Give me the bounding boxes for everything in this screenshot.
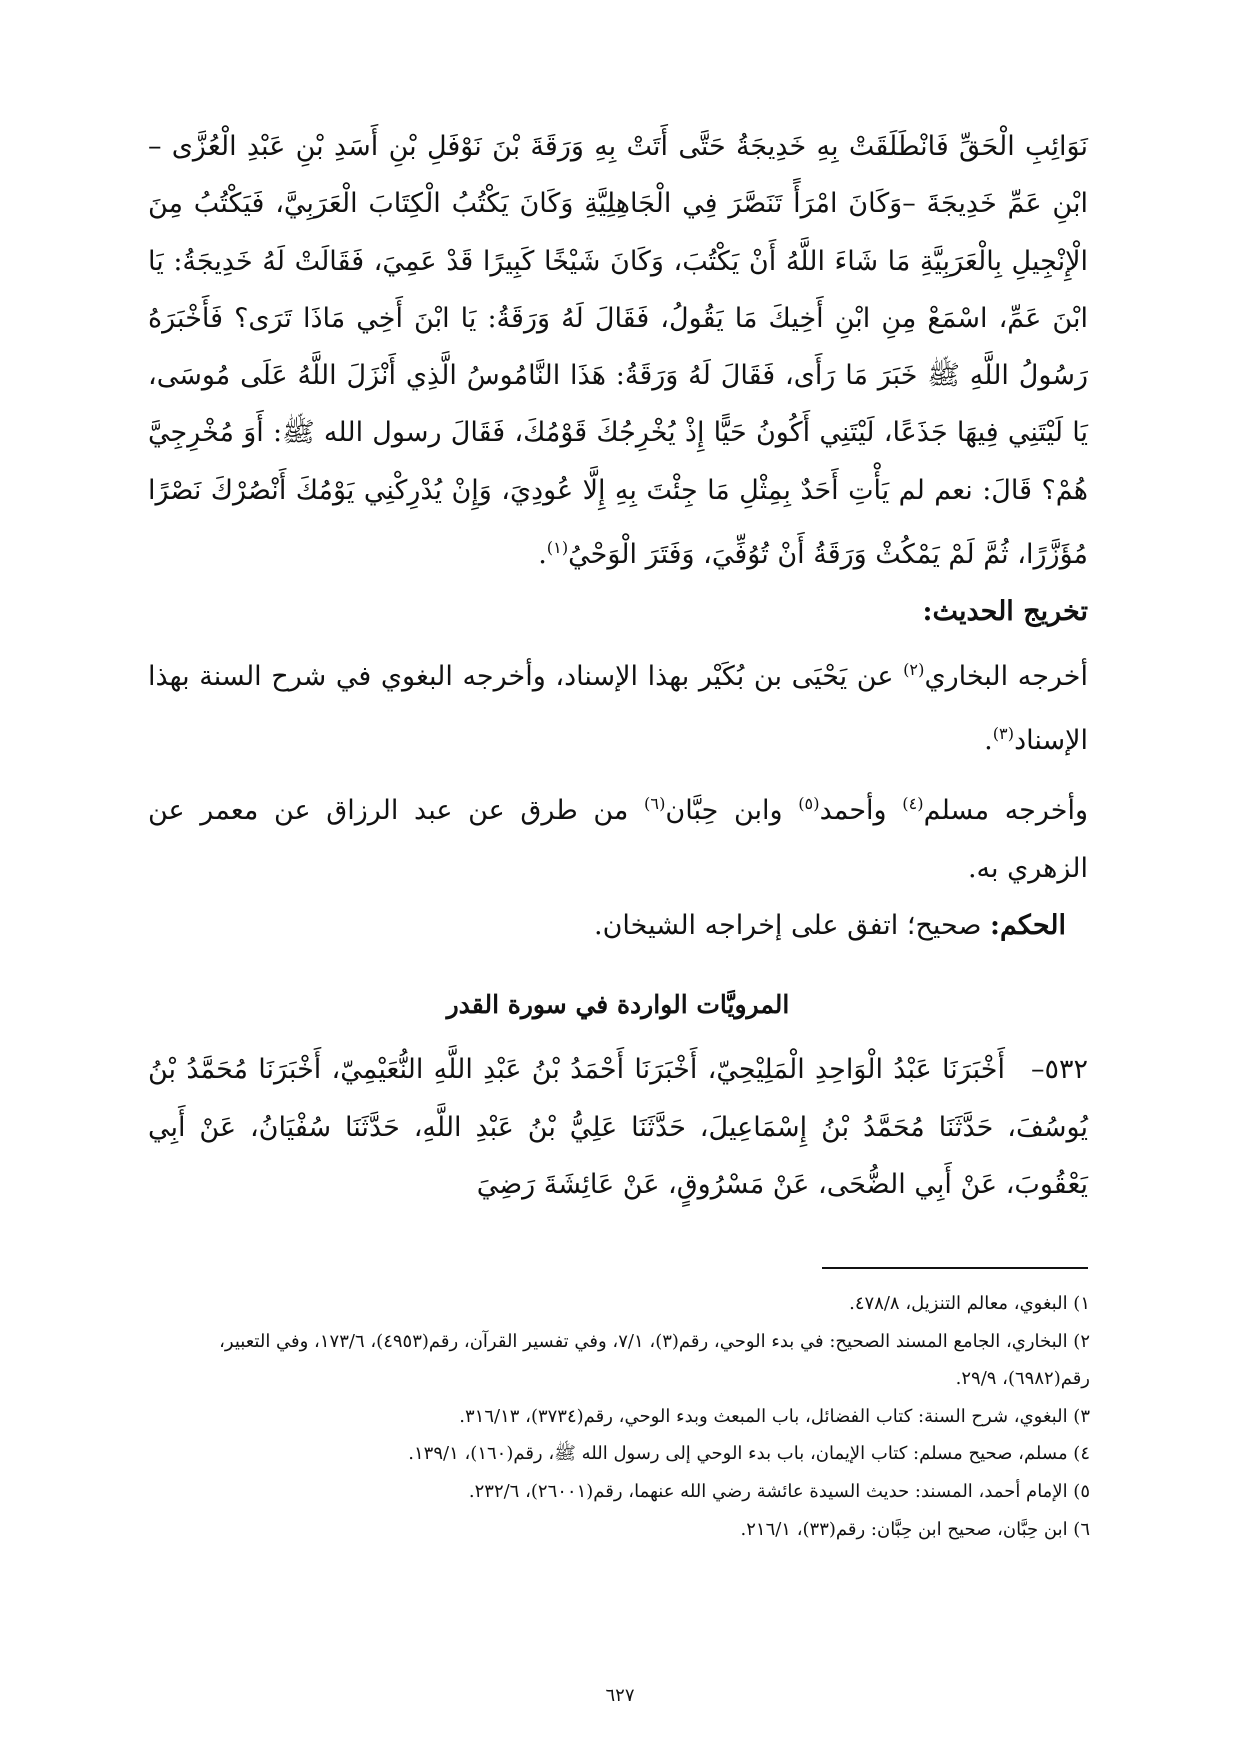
- main-text: [148, 118, 1088, 1213]
- footnote-2: ٢) البخاري، الجامع المسند الصحيح: في بدء الوحي، رقم(٣)، ٧/١، وفي تفسير القرآن، رقم(٤٩٥٣)، ١٧٣/٦، وفي التعبير، رقم(٦٩٨٢)، ٢٩/٩.: [219, 1330, 1090, 1390]
- takhrij-heading: تخريج الحديث:: [922, 596, 1088, 628]
- footnote-3: ٣) البغوي، شرح السنة: كتاب الفضائل، باب المبعث وبدء الوحي، رقم(٣٧٣٤)، ٣١٦/١٣.: [459, 1405, 1090, 1427]
- footnote-ref-5[interactable]: (٥): [798, 794, 820, 814]
- footnote-divider: [822, 1267, 1088, 1269]
- footnote-5: ٥) الإمام أحمد، المسند: حديث السيدة عائشة رضي الله عنهما، رقم(٢٦٠٠١)، ٢٣٢/٦.: [468, 1480, 1090, 1502]
- takhrij-paragraph-2: وأخرجه مسلم$^{(٤)}$ وأحمد$^{(٥)}$ وابن حِبَّان$^{(٦)}$ من طرق عن عبد الرزاق عن معمر عن الزهري به.: [148, 794, 1088, 884]
- section-title: المرويَّات الواردة في سورة القدر: [446, 990, 790, 1020]
- ruling-line: [148, 897, 1088, 954]
- footnote-ref-4[interactable]: (٤): [902, 794, 924, 814]
- hadith-532: [148, 1041, 1088, 1213]
- hadith-532-text: أَخْبَرَنَا عَبْدُ الْوَاحِدِ الْمَلِيْحِيّ، أَخْبَرَنَا أَحْمَدُ بْنُ عَبْدِ اللَّهِ النُّعَيْمِيّ، أَخْبَرَنَا مُحَمَّدُ بْنُ يُوسُفَ، حَدَّثَنَا مُحَمَّدُ بْنُ إِسْمَاعِيلَ، حَدَّثَنَا عَلِيُّ بْنُ عَبْدِ اللَّهِ، حَدَّثَنَا سُفْيَانُ، عَنْ أَبِي يَعْقُوبَ، عَنْ أَبِي الضُّحَى، عَنْ مَسْرُوقٍ، عَنْ عَائِشَةَ رَضِيَ: [148, 1054, 1088, 1201]
- footnote-1: ١) البغوي، معالم التنزيل، ٤٧٨/٨.: [849, 1293, 1090, 1314]
- footnote-4: ٤) مسلم، صحيح مسلم: كتاب الإيمان، باب بدء الوحي إلى رسول الله ﷺ، رقم(١٦٠)، ١٣٩/١.: [408, 1443, 1090, 1465]
- page-number: ٦٢٧: [605, 1685, 635, 1706]
- takhrij-paragraph-1: أخرجه البخاري$^{(٢)}$ عن يَحْيَى بن بُكَيْر بهذا الإسناد، وأخرجه البغوي في شرح السنة بهذا الإسناد$^{(٣)}$.: [148, 659, 1089, 756]
- ruling-label: الحكم:: [989, 909, 1066, 941]
- footnote-ref-6[interactable]: (٦): [644, 794, 666, 814]
- footnote-6: ٦) ابن حِبَّان، صحيح ابن حِبَّان: رقم(٣٣)، ٢١٦/١.: [740, 1518, 1090, 1540]
- ruling-text: صحيح؛ اتفق على إخراجه الشيخان.: [594, 909, 990, 941]
- footnote-ref-1[interactable]: (١): [546, 538, 569, 558]
- hadith-number: ٥٣٢–: [1030, 1054, 1088, 1086]
- footnote-ref-2[interactable]: (٢): [903, 659, 925, 679]
- footnotes: [150, 1285, 1090, 1548]
- footnote-ref-3[interactable]: (٣): [992, 723, 1015, 743]
- hadith-continuation: نَوَائِبِ الْحَقِّ فَانْطَلَقَتْ بِهِ خَدِيجَةُ حَتَّى أَتَتْ بِهِ وَرَقَةَ بْنَ نَوْفَلِ بْنِ أَسَدِ بْنِ عَبْدِ الْعُزَّى –ابْنِ عَمِّ خَدِيجَةَ –وَكَانَ امْرَأً تَنَصَّرَ فِي الْجَاهِلِيَّةِ وَكَانَ يَكْتُبُ الْكِتَابَ الْعَرَبِيَّ، فَيَكْتُبُ مِنَ الْإِنْجِيلِ بِالْعَرَبِيَّةِ مَا شَاءَ اللَّهُ أَنْ يَكْتُبَ، وَكَانَ شَيْخًا كَبِيرًا قَدْ عَمِيَ، فَقَالَتْ لَهُ خَدِيجَةُ: يَا ابْنَ عَمِّ، اسْمَعْ مِنِ ابْنِ أَخِيكَ مَا يَقُولُ، فَقَالَ لَهُ وَرَقَةُ: يَا ابْنَ أَخِي مَاذَا تَرَى؟ فَأَخْبَرَهُ رَسُولُ اللَّهِ ﷺ خَبَرَ مَا رَأَى، فَقَالَ لَهُ وَرَقَةُ: هَذَا النَّامُوسُ الَّذِي أَنْزَلَ اللَّهُ عَلَى مُوسَى، يَا لَيْتَنِي فِيهَا جَذَعًا، لَيْتَنِي أَكُونُ حَيًّا إِذْ يُخْرِجُكَ قَوْمُكَ، فَقَالَ رسول الله ﷺ: أَوَ مُخْرِجِيَّ هُمْ؟ قَالَ: نعم لم يَأْتِ أَحَدٌ بِمِثْلِ مَا جِئْتَ بِهِ إِلَّا عُودِيَ، وَإِنْ يُدْرِكْنِي يَوْمُكَ أَنْصُرْكَ نَصْرًا مُؤَزَّرًا، ثُمَّ لَمْ يَمْكُثْ وَرَقَةُ أَنْ تُوُفِّيَ، وَفَتَرَ الْوَحْيُ$^{(١)}$.: [148, 131, 1088, 571]
